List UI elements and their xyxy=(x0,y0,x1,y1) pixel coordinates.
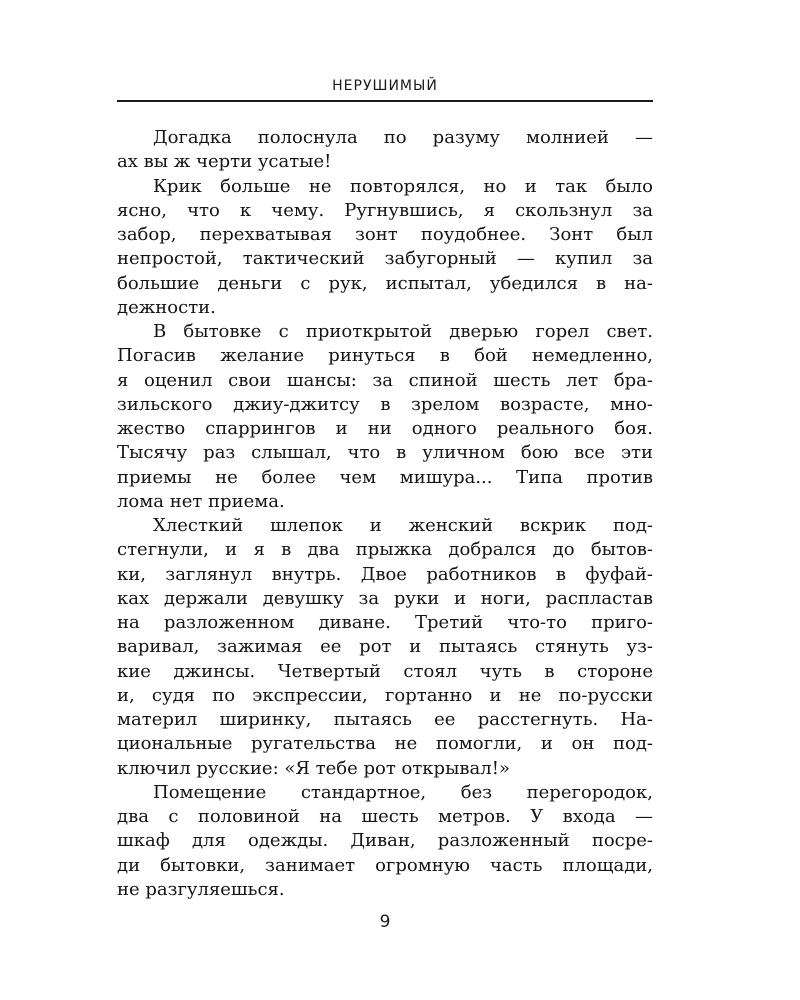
paragraph xyxy=(117,781,653,902)
paragraph xyxy=(117,126,653,175)
text-line: ках держали девушку за руки и ноги, распластав xyxy=(117,587,653,609)
text-line: на разложенном диване. Третий что-то приго- xyxy=(117,612,653,633)
text-line: варивал, зажимая ее рот и пытаясь стянуть уз- xyxy=(117,636,653,658)
text-line: Хлесткий шлепок и женский вскрик под- xyxy=(153,515,653,536)
paragraph xyxy=(117,514,653,781)
text-line: лома нет приема. xyxy=(117,490,285,512)
text-line: забор, перехватывая зонт поудобнее. Зонт был xyxy=(117,224,653,245)
text-line: зильского джиу-джитсу в зрелом возрасте, мно- xyxy=(117,393,653,415)
text-line: два с половиной на шесть метров. У входа — xyxy=(117,806,653,827)
text-line: В бытовке с приоткрытой дверью горел свет. xyxy=(153,321,653,342)
text-line: ки, заглянул внутрь. Двое работников в фуфай- xyxy=(117,563,653,585)
page-number: 9 xyxy=(379,912,391,932)
text-line: кие джинсы. Четвертый стоял чуть в стороне xyxy=(117,660,653,682)
text-line: Погасив желание ринуться в бой немедленно, xyxy=(117,345,653,367)
body-text xyxy=(117,126,653,902)
text-line: большие деньги с рук, испытал, убедился в на- xyxy=(117,272,653,294)
text-line: Помещение стандартное, без перегородок, xyxy=(153,781,653,803)
text-line: дежности. xyxy=(117,296,216,318)
text-line: жество спаррингов и ни одного реального боя. xyxy=(117,418,653,439)
paragraph xyxy=(117,320,653,514)
text-line: ах вы ж черти усатые! xyxy=(117,151,332,173)
text-line: Догадка полоснула по разуму молнией — xyxy=(153,127,653,148)
text-line: непростой, тактический забугорный — купил за xyxy=(117,248,653,270)
text-line: и, судя по экспрессии, гортанно и не по-русски xyxy=(117,684,653,706)
text-line: ясно, что к чему. Ругнувшись, я скользнул за xyxy=(117,199,653,221)
text-line: ди бытовки, занимает огромную часть площади, xyxy=(117,854,653,876)
text-line: шкаф для одежды. Диван, разложенный посре- xyxy=(117,830,653,852)
text-line: Крик больше не повторялся, но и так было xyxy=(153,175,653,197)
text-line: Тысячу раз слышал, что в уличном бою все эти xyxy=(117,442,653,464)
header-rule xyxy=(117,100,653,102)
running-head: НЕРУШИМЫЙ xyxy=(332,78,438,94)
text-line: материл ширинку, пытаясь ее расстегнуть. На- xyxy=(117,709,653,730)
text-line: приемы не более чем мишура... Типа против xyxy=(117,466,653,488)
text-line: я оценил свои шансы: за спиной шесть лет бра- xyxy=(117,369,653,391)
text-line: циональные ругательства не помогли, и он под- xyxy=(117,733,653,755)
text-line: ключил русские: «Я тебе рот открывал!» xyxy=(117,757,510,779)
paragraph xyxy=(117,175,653,321)
text-line: не разгуляешься. xyxy=(117,878,285,900)
text-line: стегнули, и я в два прыжка добрался до бытов- xyxy=(117,539,653,561)
